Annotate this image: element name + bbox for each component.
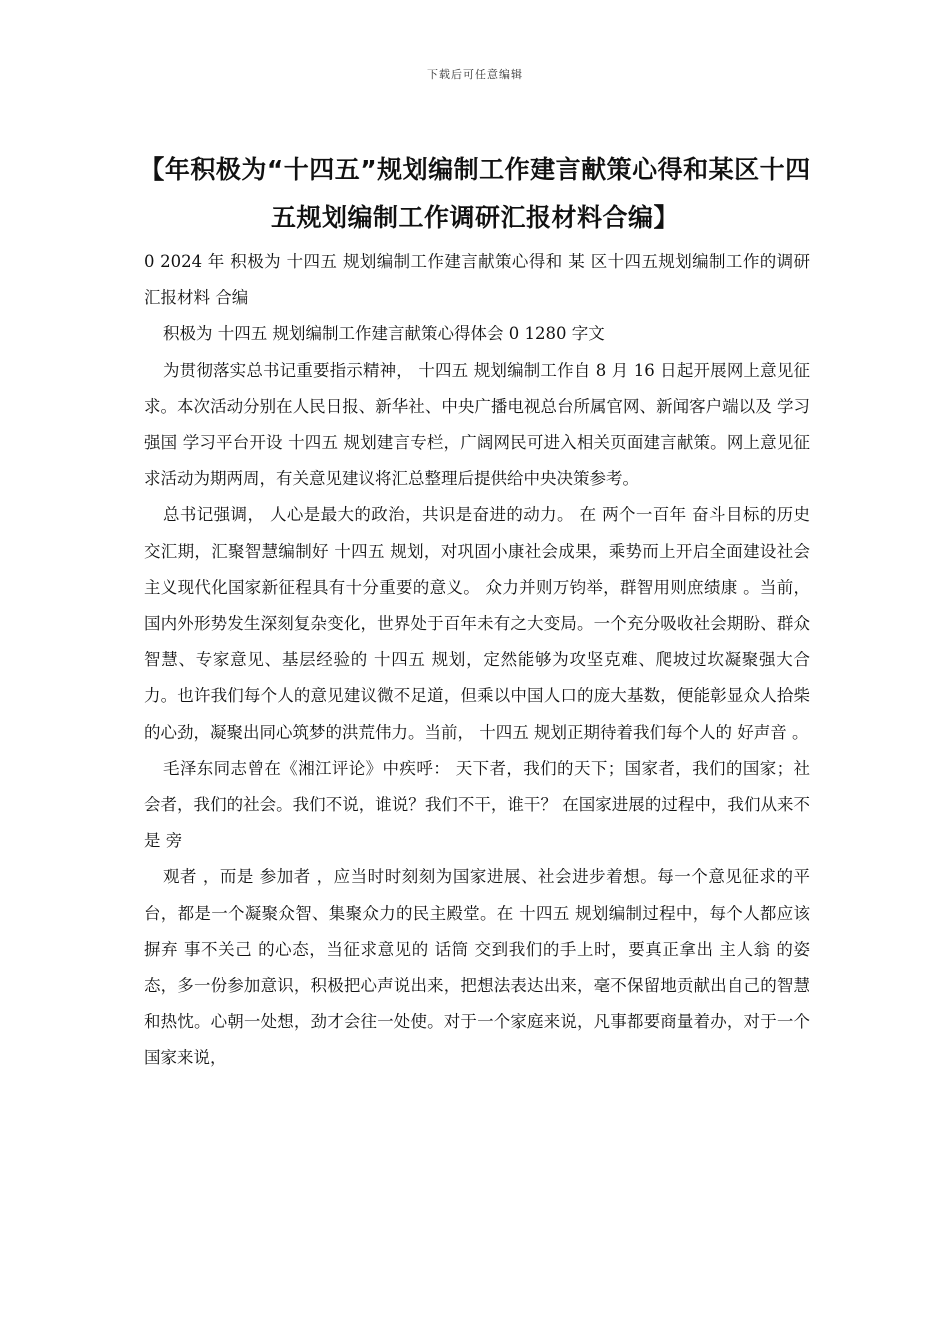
header-note: 下载后可任意编辑 [427, 68, 523, 81]
document-title: 【年积极为“十四五”规划编制工作建言献策心得和某区十四五规划编制工作调研汇报材料合编】 [139, 155, 811, 232]
document-body [144, 244, 810, 1077]
paragraph: 毛泽东同志曾在《湘江评论》中疾呼： 天下者，我们的天下；国家者，我们的国家；社会者，我们的社会。我们不说，谁说？我们不干，谁干？ 在国家进展的过程中，我们从来不是 旁 [144, 758, 810, 851]
paragraph-intro: 0 2024 年 积极为 十四五 规划编制工作建言献策心得和 某 区十四五规划编制工作的调研汇报材料 合编 [144, 252, 810, 308]
paragraph: 观者 ，而是 参加者 ，应当时时刻刻为国家进展、社会进步着想。每一个意见征求的平台，都是一个凝聚众智、集聚众力的民主殿堂。在 十四五 规划编制过程中，每个人都应该摒弃 事不关己 的心态，当征求意见的 话筒 交到我们的手上时，要真正拿出 主人翁 的姿态，多一份参加意识，积极把心声说出来，把想法表达出来，毫不保留地贡献出自己的智慧和热忱。心朝一处想，劲才会往一处使。对于一个家庭来说，凡事都要商量着办，对于一个国家来说， [144, 867, 810, 1068]
paragraph: 总书记强调， 人心是最大的政治，共识是奋进的动力。 在 两个一百年 奋斗目标的历史交汇期，汇聚智慧编制好 十四五 规划，对巩固小康社会成果，乘势而上开启全面建设社会主义现代化国家新征程具有十分重要的意义。 众力并则万钧举，群智用则庶绩康 。当前，国内外形势发生深刻复杂变化，世界处于百年未有之大变局。一个充分吸收社会期盼、群众智慧、专家意见、基层经验的 十四五 规划，定然能够为攻坚克难、爬坡过坎凝聚强大合力。也许我们每个人的意见建议微不足道，但乘以中国人口的庞大基数，便能彰显众人拾柴的心劲，凝聚出同心筑梦的洪荒伟力。当前， 十四五 规划正期待着我们每个人的 好声音 。 [144, 505, 810, 742]
paragraph: 为贯彻落实总书记重要指示精神， 十四五 规划编制工作自 8 月 16 日起开展网上意见征求。本次活动分别在人民日报、新华社、中央广播电视总台所属官网、新闻客户端以及 学习强国 学习平台开设 十四五 规划建言专栏，广阔网民可进入相关页面建言献策。网上意见征求活动为期两周，有关意见建议将汇总整理后提供给中央决策参考。 [144, 360, 810, 489]
paragraph-subtitle: 积极为 十四五 规划编制工作建言献策心得体会 0 1280 字文 [163, 324, 605, 344]
